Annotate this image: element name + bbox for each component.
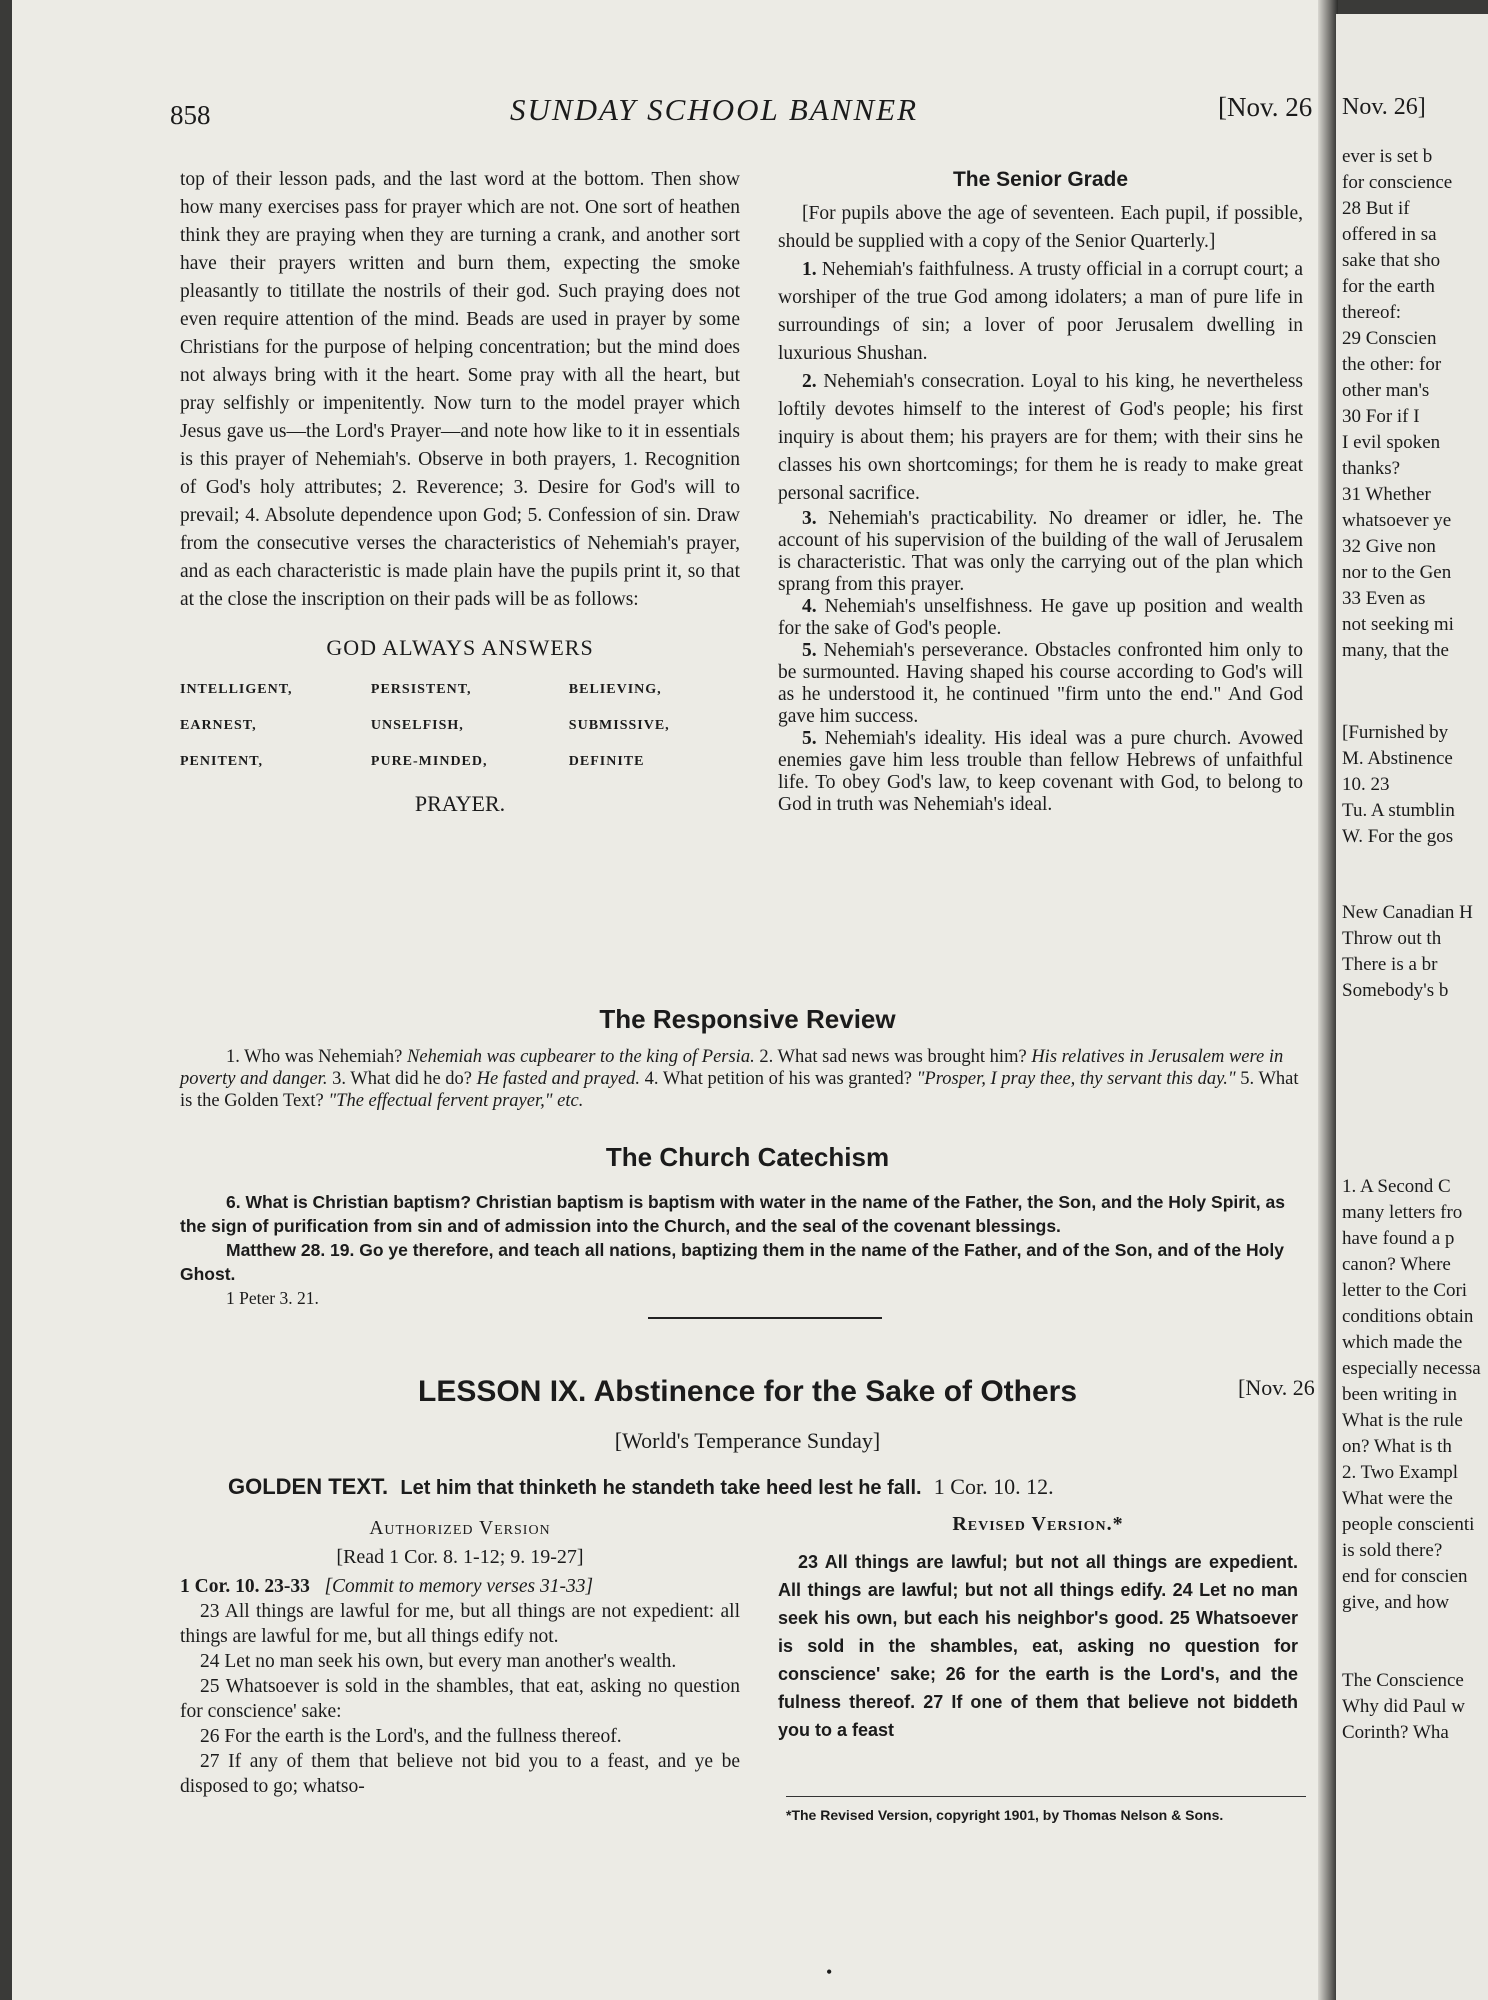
right-page-line: have found a p <box>1342 1228 1455 1249</box>
golden-text-body: Let him that thinketh he standeth take heed lest he fall. <box>400 1477 922 1499</box>
right-page-line: offered in sa <box>1342 224 1437 245</box>
acrostic-table <box>180 672 740 780</box>
responsive-review-heading: The Responsive Review <box>599 1004 896 1034</box>
revised-version <box>778 1510 1298 1744</box>
revised-version-text: 23 All things are lawful; but not all things are expedient. All things are lawful; but not all things edify. 24 Let no man seek his own, but each his neighbor's good. 25 Whatsoever is sold in the shambles, eat, asking no question for conscience' sake; 26 for the earth is the Lord's, and the fulness thereof. 27 If one of them that believe not biddeth you to a feast <box>778 1552 1298 1740</box>
acrostic-word: SUBMISSIVE, <box>568 718 670 733</box>
point-body: Loyal to his king, he nevertheless loftily devotes himself to the interest of God's people; his first inquiry is about them; his prayers are for them; with their sins he classes his own shortcomings; for them he is ready to make great personal sacrifice. <box>778 371 1304 504</box>
right-page-line: W. For the gos <box>1342 826 1454 847</box>
acrostic-word: PURE-MINDED, <box>370 754 488 769</box>
right-page-line: What is the rule <box>1342 1410 1463 1431</box>
acrostic-word: INTELLIGENT, <box>180 682 293 697</box>
right-page-line: especially necessa <box>1342 1358 1481 1379</box>
right-page-line: 1. A Second C <box>1342 1176 1451 1197</box>
senior-point <box>778 640 1303 728</box>
review-question: 5. What is the Golden Text? <box>180 1069 1299 1111</box>
right-page-line: M. Abstinence <box>1342 748 1453 769</box>
running-date: [Nov. 26 <box>1218 92 1313 122</box>
acrostic-word: PENITENT, <box>180 754 264 769</box>
right-page-line: on? What is th <box>1342 1436 1452 1457</box>
senior-point <box>778 256 1303 368</box>
point-body: He gave up position and wealth for the sake of God's people. <box>778 596 1303 639</box>
right-page-line: for the earth <box>1342 276 1435 297</box>
verse: 27 If any of them that believe not bid you to a feast, and ye be disposed to go; whatso- <box>180 1751 740 1797</box>
right-page-line: nor to the Gen <box>1342 562 1452 583</box>
running-title: SUNDAY SCHOOL BANNER <box>510 92 919 127</box>
right-page-line: Corinth? Wha <box>1342 1722 1449 1743</box>
right-page-line: which made the <box>1342 1332 1463 1353</box>
page-gutter <box>1318 0 1338 2000</box>
senior-grade-heading: The Senior Grade <box>952 168 1129 191</box>
right-page-line: conditions obtain <box>1342 1306 1474 1327</box>
right-page-line: Tu. A stumblin <box>1342 800 1455 821</box>
church-catechism-heading: The Church Catechism <box>605 1142 890 1172</box>
catechism-body <box>180 1190 1315 1310</box>
right-page-line: give, and how <box>1342 1592 1450 1613</box>
right-page-block <box>1342 900 1488 1004</box>
senior-point <box>778 368 1303 508</box>
right-page-line: 32 Give non <box>1342 536 1436 557</box>
authorized-read: [Read 1 Cor. 8. 1-12; 9. 19-27] <box>336 1546 584 1568</box>
right-page-line: is sold there? <box>1342 1540 1443 1561</box>
point-title: Nehemiah's ideality. <box>824 728 987 749</box>
acrostic-footer: PRAYER. <box>414 791 506 816</box>
footnote: *The Revised Version, copyright 1901, by Thomas Nelson & Sons. <box>786 1807 1224 1823</box>
point-body: His ideal was a pure church. Avowed enemies gave him less trouble than fellow Hebrews of unfaithful life. To obey God's law, to keep covenant with God, to belong to God in truth was Nehemiah's ideal. <box>778 728 1304 815</box>
golden-text <box>228 1474 1054 1500</box>
right-page-block <box>1342 144 1488 664</box>
right-page-line: 31 Whether <box>1342 484 1431 505</box>
right-page-line: There is a br <box>1342 954 1438 975</box>
footnote-rule <box>786 1796 1306 1797</box>
right-page-block <box>1342 720 1488 850</box>
acrostic-row <box>180 708 740 744</box>
review-question: 2. What sad news was brought him? <box>759 1047 1027 1067</box>
review-answer: Nehemiah was cupbearer to the king of Persia. <box>407 1047 755 1067</box>
responsive-review-body <box>180 1046 1315 1112</box>
right-page-line: [Furnished by <box>1342 722 1449 743</box>
right-page-line: sake that sho <box>1342 250 1441 271</box>
lesson-subtitle: [World's Temperance Sunday] <box>614 1428 881 1453</box>
point-title: Nehemiah's faithfulness. <box>821 259 1015 280</box>
point-title: Nehemiah's unselfishness. <box>824 596 1033 617</box>
acrostic-row <box>180 672 740 708</box>
right-page-line: other man's <box>1342 380 1430 401</box>
right-page-line: Why did Paul w <box>1342 1696 1465 1717</box>
right-page-line: New Canadian H <box>1342 902 1473 923</box>
authorized-reference: 1 Cor. 10. 23-33 <box>180 1576 310 1597</box>
authorized-version-heading: Authorized Version <box>369 1518 551 1539</box>
acrostic-row <box>180 744 740 780</box>
right-page-line: many, that the <box>1342 640 1449 661</box>
right-page-line: 2. Two Exampl <box>1342 1462 1459 1483</box>
catechism-answer: Christian baptism is baptism with water in the name of the Father, the Son, and the Holy Spirit, as the sign of purification from sin and of admission into the Church, and the seal of the covenant blessings. <box>180 1192 1285 1236</box>
right-page-line: 30 For if I <box>1342 406 1420 427</box>
review-question: 1. Who was Nehemiah? <box>226 1047 403 1067</box>
right-page-line: people conscienti <box>1342 1514 1475 1535</box>
lesson-title: LESSON IX. Abstinence for the Sake of Others <box>418 1375 1078 1408</box>
right-page-header: Nov. 26] <box>1342 94 1426 120</box>
point-body: No dreamer or idler, he. The account of his supervision of the building of the wall of Jerusalem is characteristic. That was only the carrying out of the plan which sprang from this prayer. <box>778 508 1303 595</box>
right-page-line: many letters fro <box>1342 1202 1463 1223</box>
acrostic-word: BELIEVING, <box>568 682 662 697</box>
right-page-line: letter to the Cori <box>1342 1280 1468 1301</box>
page-mark: • <box>826 1962 833 1982</box>
verse: 25 Whatsoever is sold in the shambles, that eat, asking no question for conscience' sake: <box>180 1676 740 1722</box>
authorized-commit: [Commit to memory verses 31-33] <box>324 1576 594 1597</box>
left-column <box>180 166 740 818</box>
review-answer: "The effectual fervent prayer," etc. <box>328 1091 584 1111</box>
point-number: 5. <box>802 640 817 661</box>
right-page-line: thanks? <box>1342 458 1401 479</box>
right-page <box>1336 14 1488 2000</box>
right-page-line: for conscience <box>1342 172 1453 193</box>
point-body: A trusty official in a corrupt court; a worshiper of the true God among idolaters; a man of pure life in surroundings of sin; a lover of poor Jerusalem dwelling in luxurious Shushan. <box>778 259 1303 364</box>
right-page-line: the other: for <box>1342 354 1442 375</box>
authorized-version <box>180 1516 740 1799</box>
catechism-reference: 1 Peter 3. 21. <box>226 1288 319 1308</box>
point-number: 4. <box>802 596 817 617</box>
acrostic-word: DEFINITE <box>568 754 645 769</box>
point-number: 3. <box>802 508 817 529</box>
senior-point <box>778 508 1303 596</box>
acrostic-word: EARNEST, <box>180 718 257 733</box>
point-title: Nehemiah's practicability. <box>828 508 1038 529</box>
right-page-line: What were the <box>1342 1488 1453 1509</box>
right-page-line: 29 Conscien <box>1342 328 1437 349</box>
point-number: 1. <box>802 259 817 280</box>
right-page-line: been writing in <box>1342 1384 1458 1405</box>
verse: 23 All things are lawful for me, but all things are not expedient: all things are lawful for me, but all things edify not. <box>180 1601 740 1647</box>
verse: 24 Let no man seek his own, but every man another's wealth. <box>200 1651 677 1672</box>
right-page-line: 33 Even as <box>1342 588 1426 609</box>
golden-text-label: GOLDEN TEXT. <box>228 1474 389 1499</box>
review-answer: "Prosper, I pray thee, thy servant this day." <box>916 1069 1236 1089</box>
acrostic-word: UNSELFISH, <box>370 718 464 733</box>
golden-text-reference: 1 Cor. 10. 12. <box>933 1474 1054 1499</box>
point-body: Obstacles confronted him only to be surmounted. Having shaped his course according to God's will as he understood it, he continued "firm unto the end." And God gave him success. <box>778 640 1303 727</box>
point-number: 5. <box>802 728 817 749</box>
review-answer: He fasted and prayed. <box>476 1069 641 1089</box>
point-number: 2. <box>802 371 817 392</box>
right-page-block <box>1342 1668 1488 1746</box>
acrostic-word: PERSISTENT, <box>370 682 472 697</box>
point-title: Nehemiah's perseverance. <box>823 640 1029 661</box>
review-question: 4. What petition of his was granted? <box>644 1069 912 1089</box>
right-page-line: The Conscience <box>1342 1670 1464 1691</box>
right-page-line: whatsoever ye <box>1342 510 1452 531</box>
point-title: Nehemiah's consecration. <box>823 371 1025 392</box>
right-page-line: ever is set b <box>1342 146 1433 167</box>
lesson-date: [Nov. 26 <box>1238 1375 1315 1400</box>
catechism-question: 6. What is Christian baptism? <box>226 1192 472 1212</box>
right-page-line: not seeking mi <box>1342 614 1454 635</box>
senior-grade-column <box>778 166 1303 816</box>
right-page-line: I evil spoken <box>1342 432 1441 453</box>
right-page-block <box>1342 1174 1488 1616</box>
right-page-line: 10. 23 <box>1342 774 1390 795</box>
page-number: 858 <box>170 100 211 130</box>
acrostic-title: GOD ALWAYS ANSWERS <box>326 635 594 660</box>
senior-point <box>778 596 1303 640</box>
review-question: 3. What did he do? <box>332 1069 473 1089</box>
senior-intro: [For pupils above the age of seventeen. Each pupil, if possible, should be supplied with a copy of the Senior Quarterly.] <box>778 203 1303 252</box>
right-page-line: end for conscien <box>1342 1566 1468 1587</box>
right-page-line: Throw out th <box>1342 928 1442 949</box>
right-page-line: thereof: <box>1342 302 1402 323</box>
lesson-teaching-paragraph: top of their lesson pads, and the last word at the bottom. Then show how many exercises pass for prayer which are not. One sort of heathen think they are praying when they are turning a crank, and another sort have their prayers written and burn them, expecting the smoke pleasantly to titillate the nostrils of their god. Such praying does not even require attention of the mind. Beads are used in prayer by some Christians for the purpose of helping concentration; but the mind does not always bring with it the heart. Some pray with all the heart, but pray selfishly or impenitently. Now turn to the model prayer which Jesus gave us—the Lord's Prayer—and note how like to it in essentials is this prayer of Nehemiah's. Observe in both prayers, 1. Recognition of God's holy attributes; 2. Reverence; 3. Desire for God's will to prevail; 4. Absolute dependence upon God; 5. Confession of sin. Draw from the consecutive verses the characteristics of Nehemiah's prayer, and as each characteristic is made plain have the pupils print it, so that at the close the inscription on their pads will be as follows: <box>180 169 740 610</box>
review-answer: His relatives in Jerusalem were in poverty and danger. <box>180 1047 1284 1089</box>
right-page-line: 28 But if <box>1342 198 1410 219</box>
verse: 26 For the earth is the Lord's, and the fullness thereof. <box>200 1726 622 1747</box>
right-page-line: Somebody's b <box>1342 980 1449 1001</box>
right-page-text <box>1336 14 1488 1746</box>
revised-version-heading: Revised Version.* <box>952 1513 1124 1535</box>
section-divider <box>648 1317 882 1319</box>
senior-point <box>778 728 1303 816</box>
right-page-line: canon? Where <box>1342 1254 1451 1275</box>
catechism-reference: Matthew 28. 19. Go ye therefore, and teach all nations, baptizing them in the name of the Father, and of the Son, and of the Holy Ghost. <box>180 1240 1284 1284</box>
